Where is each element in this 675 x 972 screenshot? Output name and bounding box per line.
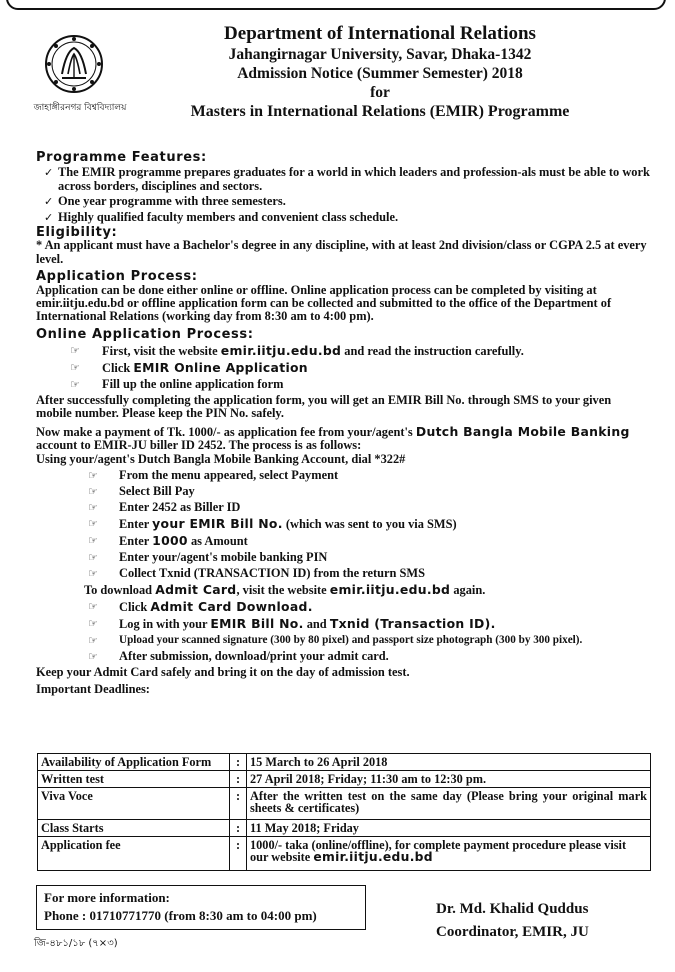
page-frame (6, 0, 666, 10)
payment-step: ☞ Enter 1000 as Amount (88, 532, 248, 548)
online-heading: Online Application Process: (36, 326, 254, 342)
after-text: After successfully completing the application form, you will get an EMIR Bill No. through SMS to your given mobile number. Please keep the PIN No. safely. (36, 392, 612, 421)
pointing-hand-icon: ☞ (70, 360, 80, 374)
programme-title: Masters in International Relations (EMIR) Programme (190, 103, 570, 120)
payment-step: ☞ Enter 2452 as Biller ID (88, 499, 241, 514)
payment-text: Now make a payment of Tk. 1000/- as application fee from your/agent's Dutch Bangla Mobile Banking account to EMIR-JU biller ID 2452. The process is as follows: (36, 423, 630, 453)
table-row: Viva Voce : After the written test on the same day (Please bring your original mark sheets & certificates) (38, 788, 651, 820)
eligibility-heading: Eligibility: (36, 225, 118, 241)
pointing-hand-icon: ☞ (88, 616, 98, 630)
university-address: Jahangirnagar University, Savar, Dhaka-1342 (228, 46, 532, 63)
table-row: Class Starts : 11 May 2018; Friday (38, 820, 651, 837)
payment-step: ☞ Select Bill Pay (88, 483, 195, 498)
pointing-hand-icon: ☞ (88, 484, 98, 498)
department-title: Department of International Relations (224, 23, 536, 44)
payment-step: ☞ Enter your/agent's mobile banking PIN (88, 549, 328, 564)
admit-step: ☞ Click Admit Card Download. (88, 598, 313, 614)
logo-caption: জাহাঙ্গীরনগর বিশ্ববিদ্যালয় (33, 103, 127, 113)
pointing-hand-icon: ☞ (88, 566, 98, 580)
application-text: Application can be done either online or offline. Online application process can be completed by visiting at emir.iitju.edu.bd or offline application form can be collected and submitted to the office of the Department of International Relations (working day from 8:30 am to 4:00 pm). (36, 282, 612, 324)
application-heading: Application Process: (36, 269, 198, 285)
payment-step: ☞ From the menu appeared, select Payment (88, 467, 339, 482)
pointing-hand-icon: ☞ (88, 533, 98, 547)
pointing-hand-icon: ☞ (70, 377, 80, 391)
pointing-hand-icon: ☞ (70, 343, 80, 357)
for-text: for (370, 84, 390, 101)
table-row: Application fee : 1000/- taka (online/offline), for complete payment procedure please visit our website emir.iitju.edu.bd (38, 837, 651, 871)
pointing-hand-icon: ☞ (88, 468, 98, 482)
pointing-hand-icon: ☞ (88, 599, 98, 613)
signatory-role: Coordinator, EMIR, JU (436, 924, 589, 940)
pointing-hand-icon: ☞ (88, 649, 98, 663)
contact-title: For more information: (44, 890, 170, 905)
dial-text: Using your/agent's Dutch Bangla Mobile Banking Account, dial *322# (36, 451, 406, 466)
admit-step: ☞ Upload your scanned signature (300 by 80 pixel) and passport size photograph (300 by 300 pixel). (88, 633, 583, 647)
contact-phone: Phone : 01710771770 (from 8:30 am to 04:00 pm) (44, 908, 317, 923)
university-logo (44, 34, 104, 94)
pointing-hand-icon: ☞ (88, 550, 98, 564)
signature-block (436, 898, 589, 944)
contact-box (36, 885, 366, 930)
reference-number: জি-৪৮১/১৮ (৭×৩) (34, 938, 118, 949)
online-step: ☞ Click EMIR Online Application (70, 359, 308, 375)
notice-header (110, 22, 650, 122)
feature-item: ✓ The EMIR programme prepares graduates for a world in which leaders and profession-als must be able to work across borders, disciplines and sectors. (36, 166, 650, 193)
online-step: ☞ Fill up the online application form (70, 376, 284, 391)
notice-body (36, 150, 650, 696)
deadlines-heading: Important Deadlines: (36, 681, 150, 696)
feature-item: ✓ Highly qualified faculty members and convenient class schedule. (36, 211, 650, 224)
signatory-name: Dr. Md. Khalid Quddus (436, 901, 589, 917)
table-row: Availability of Application Form : 15 March to 26 April 2018 (38, 754, 651, 771)
pointing-hand-icon: ☞ (88, 500, 98, 514)
pointing-hand-icon: ☞ (88, 516, 98, 530)
eligibility-text: * An applicant must have a Bachelor's degree in any discipline, with at least 2nd division/class or CGPA 2.5 at every level. (36, 238, 647, 266)
keep-text: Keep your Admit Card safely and bring it on the day of admission test. (36, 664, 410, 679)
table-row: Written test : 27 April 2018; Friday; 11:30 am to 12:30 pm. (38, 771, 651, 788)
website-link[interactable]: emir.iitju.edu.bd (313, 850, 433, 864)
features-heading: Programme Features: (36, 150, 207, 165)
admit-step: ☞ After submission, download/print your admit card. (88, 648, 389, 663)
admit-text: To download Admit Card, visit the website emir.iitju.edu.bd again. (84, 581, 486, 597)
pointing-hand-icon: ☞ (88, 633, 98, 647)
deadlines-table (37, 753, 651, 871)
online-step: ☞ First, visit the website emir.iitju.edu.bd and read the instruction carefully. (70, 342, 524, 358)
payment-step: ☞ Enter your EMIR Bill No. (which was sent to you via SMS) (88, 515, 457, 531)
notice-title: Admission Notice (Summer Semester) 2018 (237, 65, 523, 82)
website-link[interactable]: emir.iitju.edu.bd (329, 581, 451, 597)
website-link[interactable]: emir.iitju.edu.bd (220, 342, 342, 358)
payment-step: ☞ Collect Txnid (TRANSACTION ID) from the return SMS (88, 565, 425, 580)
feature-item: ✓ One year programme with three semesters. (36, 195, 650, 208)
admit-step: ☞ Log in with your EMIR Bill No. and Txnid (Transaction ID). (88, 615, 496, 631)
